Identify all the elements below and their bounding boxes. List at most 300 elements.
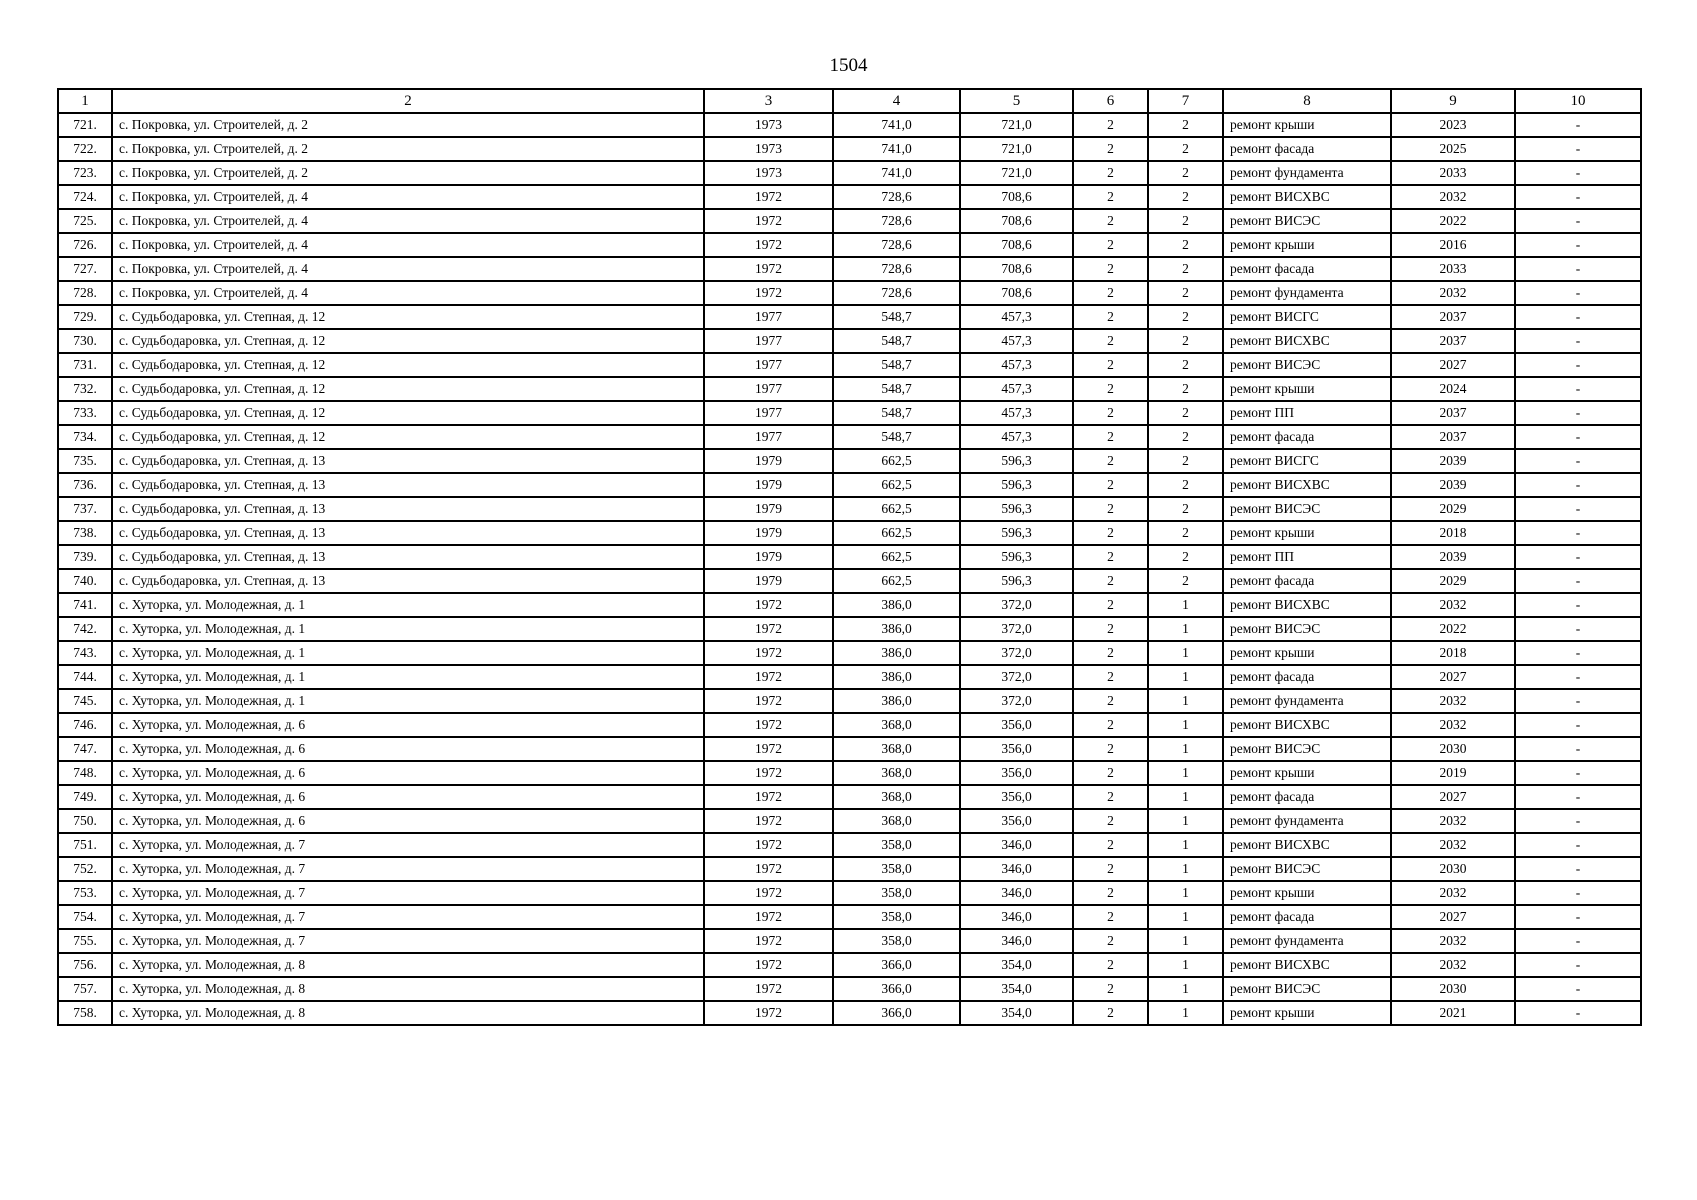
living-area-cell: 596,3 [960, 497, 1073, 521]
row-number-cell: 728. [58, 281, 112, 305]
row-number-cell: 722. [58, 137, 112, 161]
entrances-cell: 1 [1148, 689, 1223, 713]
total-area-cell: 358,0 [833, 833, 960, 857]
address-cell: с. Хуторка, ул. Молодежная, д. 6 [112, 713, 704, 737]
floors-cell: 2 [1073, 1001, 1148, 1025]
table-row [58, 809, 1641, 833]
total-area-cell: 548,7 [833, 377, 960, 401]
row-number-cell: 757. [58, 977, 112, 1001]
work-type-cell: ремонт крыши [1223, 113, 1391, 137]
address-cell: с. Хуторка, ул. Молодежная, д. 7 [112, 881, 704, 905]
address-cell: с. Судьбодаровка, ул. Степная, д. 13 [112, 497, 704, 521]
work-type-cell: ремонт крыши [1223, 233, 1391, 257]
work-type-cell: ремонт фундамента [1223, 689, 1391, 713]
address-cell: с. Покровка, ул. Строителей, д. 4 [112, 281, 704, 305]
address-cell: с. Судьбодаровка, ул. Степная, д. 13 [112, 521, 704, 545]
entrances-cell: 2 [1148, 257, 1223, 281]
row-number-cell: 732. [58, 377, 112, 401]
table-row [58, 953, 1641, 977]
year-built-cell: 1977 [704, 401, 833, 425]
planned-year-cell: 2032 [1391, 713, 1515, 737]
entrances-cell: 2 [1148, 113, 1223, 137]
table-row [58, 233, 1641, 257]
floors-cell: 2 [1073, 905, 1148, 929]
floors-cell: 2 [1073, 257, 1148, 281]
row-number-cell: 754. [58, 905, 112, 929]
table-row [58, 185, 1641, 209]
table-row [58, 929, 1641, 953]
year-built-cell: 1972 [704, 1001, 833, 1025]
year-built-cell: 1972 [704, 233, 833, 257]
table-row [58, 785, 1641, 809]
column-header-3: 3 [704, 89, 833, 113]
living-area-cell: 346,0 [960, 905, 1073, 929]
living-area-cell: 356,0 [960, 713, 1073, 737]
table-row [58, 977, 1641, 1001]
cost-cell: - [1515, 809, 1641, 833]
page-number: 1504 [829, 55, 868, 76]
work-type-cell: ремонт фундамента [1223, 809, 1391, 833]
cost-cell: - [1515, 857, 1641, 881]
living-area-cell: 356,0 [960, 737, 1073, 761]
cost-cell: - [1515, 665, 1641, 689]
work-type-cell: ремонт фундамента [1223, 281, 1391, 305]
table-row [58, 833, 1641, 857]
work-type-cell: ремонт ПП [1223, 545, 1391, 569]
living-area-cell: 721,0 [960, 113, 1073, 137]
row-number-cell: 748. [58, 761, 112, 785]
year-built-cell: 1972 [704, 809, 833, 833]
living-area-cell: 372,0 [960, 641, 1073, 665]
work-type-cell: ремонт ВИСЭС [1223, 209, 1391, 233]
row-number-cell: 735. [58, 449, 112, 473]
address-cell: с. Хуторка, ул. Молодежная, д. 8 [112, 977, 704, 1001]
address-cell: с. Хуторка, ул. Молодежная, д. 8 [112, 1001, 704, 1025]
table-row [58, 905, 1641, 929]
table-row [58, 881, 1641, 905]
floors-cell: 2 [1073, 449, 1148, 473]
living-area-cell: 596,3 [960, 521, 1073, 545]
cost-cell: - [1515, 545, 1641, 569]
year-built-cell: 1972 [704, 977, 833, 1001]
table-header-row [58, 89, 1641, 113]
total-area-cell: 548,7 [833, 401, 960, 425]
planned-year-cell: 2027 [1391, 905, 1515, 929]
total-area-cell: 662,5 [833, 473, 960, 497]
floors-cell: 2 [1073, 737, 1148, 761]
table-row [58, 593, 1641, 617]
address-cell: с. Судьбодаровка, ул. Степная, д. 12 [112, 353, 704, 377]
entrances-cell: 1 [1148, 737, 1223, 761]
total-area-cell: 368,0 [833, 737, 960, 761]
table-body [58, 113, 1641, 1025]
table-row [58, 545, 1641, 569]
year-built-cell: 1979 [704, 449, 833, 473]
work-type-cell: ремонт крыши [1223, 377, 1391, 401]
cost-cell: - [1515, 617, 1641, 641]
table-row [58, 353, 1641, 377]
year-built-cell: 1972 [704, 905, 833, 929]
entrances-cell: 1 [1148, 809, 1223, 833]
floors-cell: 2 [1073, 545, 1148, 569]
entrances-cell: 2 [1148, 545, 1223, 569]
column-header-1: 1 [58, 89, 112, 113]
floors-cell: 2 [1073, 281, 1148, 305]
planned-year-cell: 2039 [1391, 473, 1515, 497]
floors-cell: 2 [1073, 425, 1148, 449]
living-area-cell: 346,0 [960, 881, 1073, 905]
work-type-cell: ремонт ВИСХВС [1223, 185, 1391, 209]
table-row [58, 569, 1641, 593]
work-type-cell: ремонт фасада [1223, 257, 1391, 281]
living-area-cell: 354,0 [960, 953, 1073, 977]
living-area-cell: 354,0 [960, 977, 1073, 1001]
entrances-cell: 2 [1148, 401, 1223, 425]
row-number-cell: 738. [58, 521, 112, 545]
work-type-cell: ремонт ВИСХВС [1223, 473, 1391, 497]
entrances-cell: 2 [1148, 497, 1223, 521]
total-area-cell: 741,0 [833, 137, 960, 161]
address-cell: с. Покровка, ул. Строителей, д. 4 [112, 233, 704, 257]
floors-cell: 2 [1073, 473, 1148, 497]
year-built-cell: 1972 [704, 617, 833, 641]
total-area-cell: 548,7 [833, 353, 960, 377]
total-area-cell: 662,5 [833, 449, 960, 473]
row-number-cell: 730. [58, 329, 112, 353]
year-built-cell: 1972 [704, 665, 833, 689]
address-cell: с. Хуторка, ул. Молодежная, д. 1 [112, 689, 704, 713]
table-row [58, 257, 1641, 281]
floors-cell: 2 [1073, 305, 1148, 329]
floors-cell: 2 [1073, 593, 1148, 617]
total-area-cell: 548,7 [833, 329, 960, 353]
address-cell: с. Покровка, ул. Строителей, д. 4 [112, 209, 704, 233]
row-number-cell: 752. [58, 857, 112, 881]
entrances-cell: 2 [1148, 233, 1223, 257]
work-type-cell: ремонт ВИСХВС [1223, 953, 1391, 977]
address-cell: с. Хуторка, ул. Молодежная, д. 7 [112, 929, 704, 953]
row-number-cell: 750. [58, 809, 112, 833]
table-row [58, 761, 1641, 785]
planned-year-cell: 2037 [1391, 305, 1515, 329]
living-area-cell: 356,0 [960, 785, 1073, 809]
cost-cell: - [1515, 497, 1641, 521]
total-area-cell: 728,6 [833, 281, 960, 305]
year-built-cell: 1977 [704, 305, 833, 329]
column-header-2: 2 [112, 89, 704, 113]
year-built-cell: 1972 [704, 929, 833, 953]
total-area-cell: 728,6 [833, 185, 960, 209]
column-header-9: 9 [1391, 89, 1515, 113]
column-header-4: 4 [833, 89, 960, 113]
work-type-cell: ремонт ПП [1223, 401, 1391, 425]
cost-cell: - [1515, 929, 1641, 953]
floors-cell: 2 [1073, 617, 1148, 641]
total-area-cell: 368,0 [833, 809, 960, 833]
table-row [58, 857, 1641, 881]
work-type-cell: ремонт ВИСХВС [1223, 713, 1391, 737]
cost-cell: - [1515, 953, 1641, 977]
row-number-cell: 725. [58, 209, 112, 233]
row-number-cell: 753. [58, 881, 112, 905]
living-area-cell: 372,0 [960, 665, 1073, 689]
cost-cell: - [1515, 425, 1641, 449]
floors-cell: 2 [1073, 233, 1148, 257]
year-built-cell: 1973 [704, 113, 833, 137]
year-built-cell: 1977 [704, 353, 833, 377]
living-area-cell: 721,0 [960, 137, 1073, 161]
address-cell: с. Судьбодаровка, ул. Степная, д. 12 [112, 425, 704, 449]
total-area-cell: 386,0 [833, 617, 960, 641]
cost-cell: - [1515, 281, 1641, 305]
table-row [58, 473, 1641, 497]
year-built-cell: 1979 [704, 569, 833, 593]
cost-cell: - [1515, 353, 1641, 377]
entrances-cell: 2 [1148, 449, 1223, 473]
work-type-cell: ремонт крыши [1223, 761, 1391, 785]
planned-year-cell: 2032 [1391, 689, 1515, 713]
address-cell: с. Хуторка, ул. Молодежная, д. 6 [112, 761, 704, 785]
planned-year-cell: 2037 [1391, 425, 1515, 449]
planned-year-cell: 2027 [1391, 785, 1515, 809]
row-number-cell: 727. [58, 257, 112, 281]
cost-cell: - [1515, 881, 1641, 905]
work-type-cell: ремонт фасада [1223, 665, 1391, 689]
entrances-cell: 2 [1148, 137, 1223, 161]
column-header-8: 8 [1223, 89, 1391, 113]
address-cell: с. Покровка, ул. Строителей, д. 2 [112, 137, 704, 161]
total-area-cell: 662,5 [833, 545, 960, 569]
work-type-cell: ремонт ВИСЭС [1223, 977, 1391, 1001]
entrances-cell: 1 [1148, 593, 1223, 617]
living-area-cell: 346,0 [960, 833, 1073, 857]
column-header-6: 6 [1073, 89, 1148, 113]
entrances-cell: 2 [1148, 377, 1223, 401]
row-number-cell: 743. [58, 641, 112, 665]
entrances-cell: 2 [1148, 209, 1223, 233]
table-row [58, 665, 1641, 689]
total-area-cell: 386,0 [833, 593, 960, 617]
total-area-cell: 548,7 [833, 305, 960, 329]
cost-cell: - [1515, 185, 1641, 209]
entrances-cell: 2 [1148, 305, 1223, 329]
planned-year-cell: 2029 [1391, 569, 1515, 593]
row-number-cell: 731. [58, 353, 112, 377]
living-area-cell: 372,0 [960, 617, 1073, 641]
work-type-cell: ремонт ВИСХВС [1223, 329, 1391, 353]
column-header-7: 7 [1148, 89, 1223, 113]
cost-cell: - [1515, 473, 1641, 497]
work-type-cell: ремонт ВИСЭС [1223, 857, 1391, 881]
living-area-cell: 708,6 [960, 257, 1073, 281]
work-type-cell: ремонт фундамента [1223, 161, 1391, 185]
planned-year-cell: 2025 [1391, 137, 1515, 161]
floors-cell: 2 [1073, 809, 1148, 833]
planned-year-cell: 2019 [1391, 761, 1515, 785]
planned-year-cell: 2027 [1391, 665, 1515, 689]
floors-cell: 2 [1073, 857, 1148, 881]
work-type-cell: ремонт ВИСЭС [1223, 497, 1391, 521]
row-number-cell: 740. [58, 569, 112, 593]
address-cell: с. Покровка, ул. Строителей, д. 4 [112, 185, 704, 209]
total-area-cell: 386,0 [833, 665, 960, 689]
living-area-cell: 457,3 [960, 401, 1073, 425]
planned-year-cell: 2032 [1391, 185, 1515, 209]
cost-cell: - [1515, 833, 1641, 857]
table-row [58, 425, 1641, 449]
living-area-cell: 596,3 [960, 449, 1073, 473]
entrances-cell: 1 [1148, 929, 1223, 953]
entrances-cell: 1 [1148, 761, 1223, 785]
year-built-cell: 1979 [704, 521, 833, 545]
row-number-cell: 734. [58, 425, 112, 449]
cost-cell: - [1515, 569, 1641, 593]
living-area-cell: 708,6 [960, 209, 1073, 233]
entrances-cell: 2 [1148, 425, 1223, 449]
year-built-cell: 1972 [704, 713, 833, 737]
floors-cell: 2 [1073, 641, 1148, 665]
total-area-cell: 662,5 [833, 521, 960, 545]
year-built-cell: 1972 [704, 953, 833, 977]
planned-year-cell: 2018 [1391, 521, 1515, 545]
total-area-cell: 366,0 [833, 953, 960, 977]
floors-cell: 2 [1073, 977, 1148, 1001]
living-area-cell: 457,3 [960, 353, 1073, 377]
living-area-cell: 346,0 [960, 857, 1073, 881]
year-built-cell: 1972 [704, 185, 833, 209]
address-cell: с. Хуторка, ул. Молодежная, д. 7 [112, 905, 704, 929]
total-area-cell: 368,0 [833, 785, 960, 809]
entrances-cell: 2 [1148, 281, 1223, 305]
entrances-cell: 2 [1148, 473, 1223, 497]
address-cell: с. Судьбодаровка, ул. Степная, д. 12 [112, 401, 704, 425]
table-row [58, 209, 1641, 233]
table-row [58, 1001, 1641, 1025]
cost-cell: - [1515, 713, 1641, 737]
address-cell: с. Хуторка, ул. Молодежная, д. 1 [112, 617, 704, 641]
capital-repair-table [57, 88, 1642, 1026]
floors-cell: 2 [1073, 929, 1148, 953]
table-row [58, 449, 1641, 473]
planned-year-cell: 2027 [1391, 353, 1515, 377]
floors-cell: 2 [1073, 713, 1148, 737]
entrances-cell: 1 [1148, 713, 1223, 737]
floors-cell: 2 [1073, 569, 1148, 593]
year-built-cell: 1979 [704, 497, 833, 521]
living-area-cell: 372,0 [960, 593, 1073, 617]
cost-cell: - [1515, 737, 1641, 761]
cost-cell: - [1515, 305, 1641, 329]
total-area-cell: 358,0 [833, 881, 960, 905]
planned-year-cell: 2016 [1391, 233, 1515, 257]
work-type-cell: ремонт фасада [1223, 569, 1391, 593]
planned-year-cell: 2018 [1391, 641, 1515, 665]
living-area-cell: 457,3 [960, 329, 1073, 353]
work-type-cell: ремонт крыши [1223, 881, 1391, 905]
planned-year-cell: 2032 [1391, 953, 1515, 977]
total-area-cell: 662,5 [833, 497, 960, 521]
table-row [58, 617, 1641, 641]
work-type-cell: ремонт ВИСГС [1223, 305, 1391, 329]
row-number-cell: 729. [58, 305, 112, 329]
row-number-cell: 736. [58, 473, 112, 497]
entrances-cell: 2 [1148, 161, 1223, 185]
total-area-cell: 741,0 [833, 113, 960, 137]
work-type-cell: ремонт ВИСГС [1223, 449, 1391, 473]
work-type-cell: ремонт фасада [1223, 785, 1391, 809]
year-built-cell: 1979 [704, 545, 833, 569]
entrances-cell: 1 [1148, 617, 1223, 641]
cost-cell: - [1515, 689, 1641, 713]
table-row [58, 737, 1641, 761]
planned-year-cell: 2032 [1391, 881, 1515, 905]
year-built-cell: 1972 [704, 281, 833, 305]
row-number-cell: 755. [58, 929, 112, 953]
table-row [58, 497, 1641, 521]
total-area-cell: 368,0 [833, 761, 960, 785]
address-cell: с. Хуторка, ул. Молодежная, д. 7 [112, 857, 704, 881]
floors-cell: 2 [1073, 689, 1148, 713]
work-type-cell: ремонт крыши [1223, 521, 1391, 545]
living-area-cell: 354,0 [960, 1001, 1073, 1025]
floors-cell: 2 [1073, 761, 1148, 785]
planned-year-cell: 2029 [1391, 497, 1515, 521]
planned-year-cell: 2039 [1391, 449, 1515, 473]
year-built-cell: 1972 [704, 833, 833, 857]
cost-cell: - [1515, 329, 1641, 353]
cost-cell: - [1515, 593, 1641, 617]
address-cell: с. Судьбодаровка, ул. Степная, д. 13 [112, 473, 704, 497]
planned-year-cell: 2021 [1391, 1001, 1515, 1025]
work-type-cell: ремонт ВИСЭС [1223, 737, 1391, 761]
living-area-cell: 708,6 [960, 233, 1073, 257]
row-number-cell: 758. [58, 1001, 112, 1025]
table-row [58, 161, 1641, 185]
work-type-cell: ремонт фундамента [1223, 929, 1391, 953]
address-cell: с. Хуторка, ул. Молодежная, д. 1 [112, 641, 704, 665]
table-row [58, 689, 1641, 713]
entrances-cell: 2 [1148, 521, 1223, 545]
cost-cell: - [1515, 761, 1641, 785]
work-type-cell: ремонт крыши [1223, 641, 1391, 665]
table-row [58, 521, 1641, 545]
cost-cell: - [1515, 905, 1641, 929]
planned-year-cell: 2039 [1391, 545, 1515, 569]
row-number-cell: 726. [58, 233, 112, 257]
address-cell: с. Хуторка, ул. Молодежная, д. 6 [112, 737, 704, 761]
table-row [58, 641, 1641, 665]
planned-year-cell: 2022 [1391, 617, 1515, 641]
row-number-cell: 742. [58, 617, 112, 641]
entrances-cell: 1 [1148, 665, 1223, 689]
floors-cell: 2 [1073, 185, 1148, 209]
living-area-cell: 356,0 [960, 761, 1073, 785]
total-area-cell: 368,0 [833, 713, 960, 737]
cost-cell: - [1515, 449, 1641, 473]
floors-cell: 2 [1073, 329, 1148, 353]
planned-year-cell: 2030 [1391, 737, 1515, 761]
floors-cell: 2 [1073, 401, 1148, 425]
floors-cell: 2 [1073, 665, 1148, 689]
living-area-cell: 346,0 [960, 929, 1073, 953]
living-area-cell: 457,3 [960, 305, 1073, 329]
address-cell: с. Покровка, ул. Строителей, д. 4 [112, 257, 704, 281]
row-number-cell: 724. [58, 185, 112, 209]
planned-year-cell: 2030 [1391, 857, 1515, 881]
row-number-cell: 744. [58, 665, 112, 689]
cost-cell: - [1515, 1001, 1641, 1025]
floors-cell: 2 [1073, 377, 1148, 401]
